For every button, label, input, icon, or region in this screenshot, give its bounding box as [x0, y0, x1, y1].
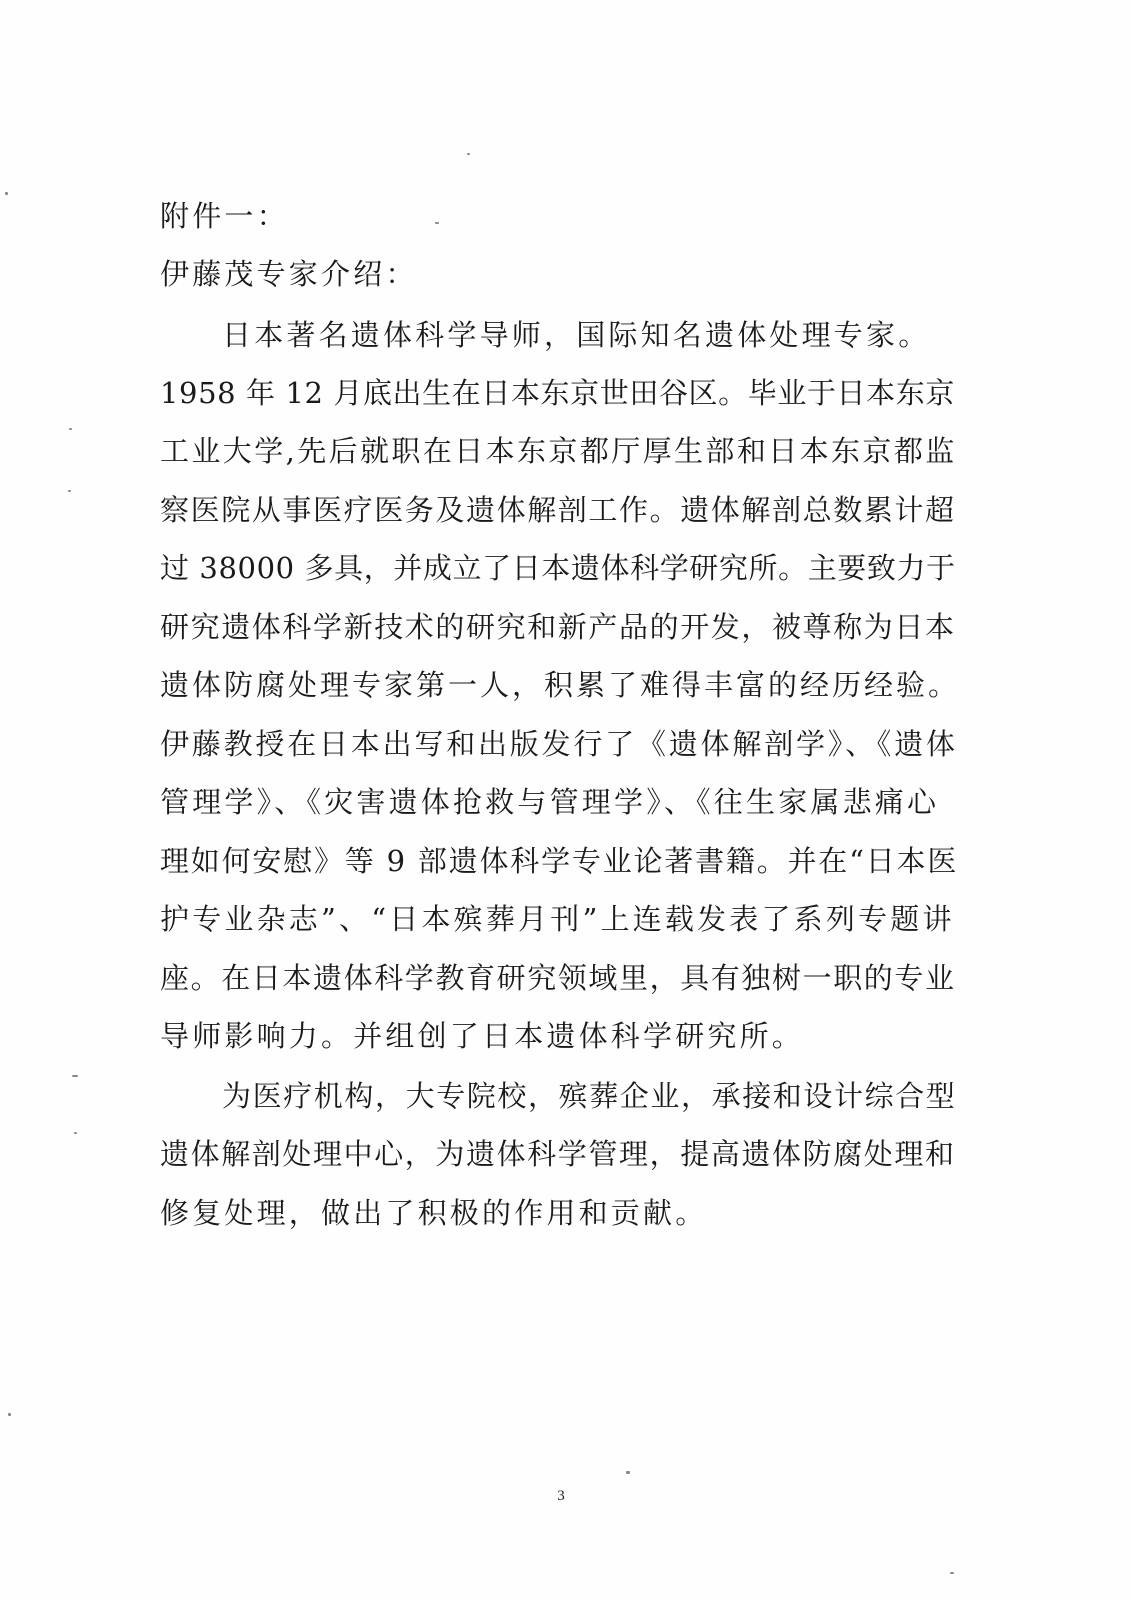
scan-speck	[68, 490, 71, 492]
scan-speck	[467, 153, 470, 155]
body-text-line: 遗体解剖处理中心，为遗体科学管理，提高遗体防腐处理和	[160, 1137, 956, 1171]
page-number: 3	[557, 1488, 565, 1504]
scan-speck	[435, 222, 439, 224]
body-text-line: 工业大学,先后就职在日本东京都厅厚生部和日本东京都监	[160, 434, 957, 468]
body-text-line: 遗体防腐处理专家第一人，积累了难得丰富的经历经验。	[160, 668, 961, 702]
scan-speck	[5, 192, 8, 195]
body-text-line: 1958 年 12 月底出生在日本东京世田谷区。毕业于日本东京	[160, 376, 955, 410]
body-text-line: 修复处理，做出了积极的作用和贡献。	[160, 1196, 708, 1230]
scan-speck	[74, 1132, 77, 1134]
body-text-line: 伊藤教授在日本出写和出版发行了《遗体解剖学》、《遗体	[160, 727, 958, 761]
body-text-line: 管理学》、《灾害遗体抢救与管理学》、《往生家属悲痛心	[160, 785, 940, 819]
scan-speck	[626, 1471, 630, 1474]
attachment-heading: 附件一：	[160, 199, 289, 233]
expert-intro-heading: 伊藤茂专家介绍：	[160, 257, 418, 291]
body-text-line: 察医院从事医疗医务及遗体解剖工作。遗体解剖总数累计超	[160, 493, 956, 527]
body-text-line: 护专业杂志”、“日本殡葬月刊”上连载发表了系列专题讲	[160, 902, 955, 936]
body-text-line: 日本著名遗体科学导师，国际知名遗体处理专家。	[222, 318, 931, 352]
body-text-line: 研究遗体科学新技术的研究和新产品的开发，被尊称为日本	[160, 610, 956, 644]
scan-speck	[8, 1413, 11, 1416]
scan-speck	[69, 428, 72, 430]
body-text-line: 过 38000 多具，并成立了日本遗体科学研究所。主要致力于	[160, 551, 956, 585]
body-text-line: 座。在日本遗体科学教育研究领域里，具有独树一职的专业	[160, 961, 956, 995]
body-text-line: 导师影响力。并组创了日本遗体科学研究所。	[160, 1019, 805, 1053]
body-text-line: 为医疗机构，大专院校，殡葬企业，承接和设计综合型	[222, 1079, 957, 1113]
scan-speck	[72, 1075, 78, 1077]
scan-speck	[950, 1572, 954, 1574]
body-text-line: 理如何安慰》等 9 部遗体科学专业论著書籍。并在“日本医	[160, 844, 959, 878]
